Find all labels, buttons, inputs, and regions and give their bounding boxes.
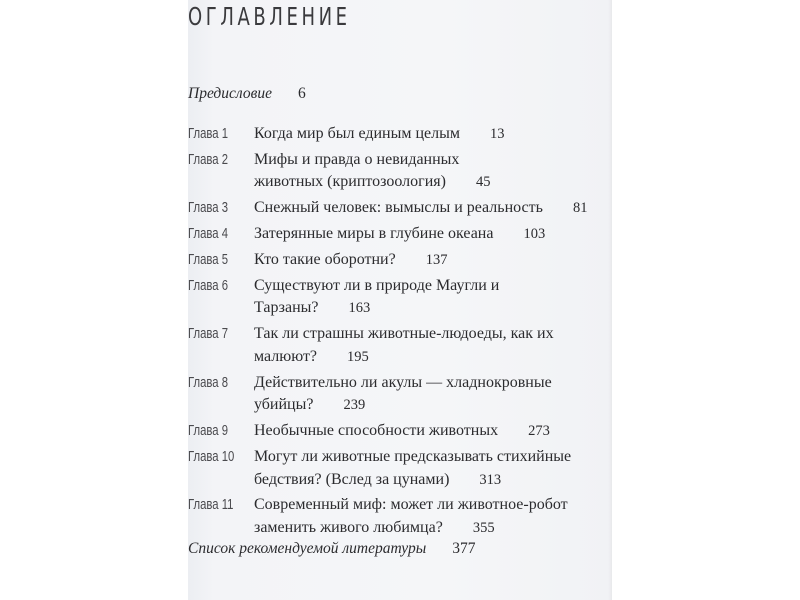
toc-entry-chapter-5 — [188, 249, 612, 272]
chapter-page-number: 355 — [472, 519, 495, 536]
toc-entry-chapter-8 — [188, 372, 612, 417]
chapter-page-number: 103 — [523, 226, 546, 243]
chapter-label: Глава 7 — [188, 326, 228, 343]
chapter-title: Существуют ли в природе Маугли и Тарзаны? — [254, 276, 500, 317]
chapter-title: Затерянные миры в глубине океана — [254, 225, 494, 243]
chapter-label: Глава 6 — [188, 277, 228, 294]
chapter-page-number: 163 — [348, 300, 371, 317]
toc-entry-chapter-6 — [188, 275, 612, 320]
chapter-label: Глава 10 — [188, 449, 235, 466]
chapter-page-number: 13 — [490, 126, 505, 142]
chapter-title: Необычные способности животных — [254, 422, 499, 440]
toc-entry-chapter-9 — [188, 420, 612, 443]
chapter-title: Снежный человек: вымыслы и реальность — [254, 199, 543, 217]
chapter-label: Глава 2 — [188, 151, 228, 168]
chapter-list — [188, 123, 612, 543]
toc-entry-preface — [188, 85, 306, 103]
chapter-page-number: 195 — [347, 348, 369, 365]
chapter-label: Глава 4 — [188, 226, 228, 243]
preface-label: Предисловие — [188, 85, 272, 102]
toc-entry-chapter-11 — [188, 494, 612, 539]
chapter-label: Глава 9 — [188, 423, 228, 440]
chapter-label: Глава 5 — [188, 252, 228, 269]
chapter-title: Действительно ли акулы — хладнокровные убийцы? — [254, 373, 552, 414]
chapter-page-number: 239 — [343, 397, 366, 414]
chapter-title: Кто такие оборотни? — [254, 251, 396, 269]
chapter-label: Глава 8 — [188, 374, 228, 391]
toc-entry-chapter-4 — [188, 223, 612, 246]
chapter-title: Когда мир был единым целым — [254, 125, 460, 142]
toc-entry-chapter-2 — [188, 149, 612, 194]
toc-entry-chapter-7 — [188, 323, 612, 368]
chapter-title: Современный миф: может ли животное-робот заменить живого любимца? — [254, 496, 568, 536]
bibliography-page-number: 377 — [452, 540, 476, 557]
chapter-title: Мифы и правда о невиданных животных (криптозоология) — [254, 150, 460, 191]
book-page — [188, 0, 612, 600]
chapter-label: Глава 3 — [188, 200, 228, 217]
chapter-page-number: 45 — [475, 174, 491, 191]
toc-entry-chapter-1 — [188, 123, 612, 146]
chapter-page-number: 313 — [479, 471, 502, 488]
bibliography-label: Список рекомендуемой литературы — [188, 540, 427, 557]
chapter-title: Так ли страшны животные-людоеды, как их малюют? — [254, 325, 554, 365]
toc-heading: ОГЛАВЛЕНИЕ — [188, 2, 351, 31]
toc-entry-chapter-10 — [188, 446, 612, 491]
chapter-page-number: 81 — [572, 200, 588, 217]
chapter-label: Глава 11 — [188, 497, 234, 514]
chapter-label: Глава 1 — [188, 126, 228, 142]
preface-page-number: 6 — [297, 85, 306, 102]
toc-entry-chapter-3 — [188, 197, 612, 220]
chapter-title: Могут ли животные предсказывать стихийные бедствия? (Вслед за цунами) — [254, 448, 572, 488]
toc-entry-bibliography — [188, 540, 475, 558]
chapter-page-number: 273 — [528, 423, 550, 440]
chapter-page-number: 137 — [425, 252, 448, 269]
